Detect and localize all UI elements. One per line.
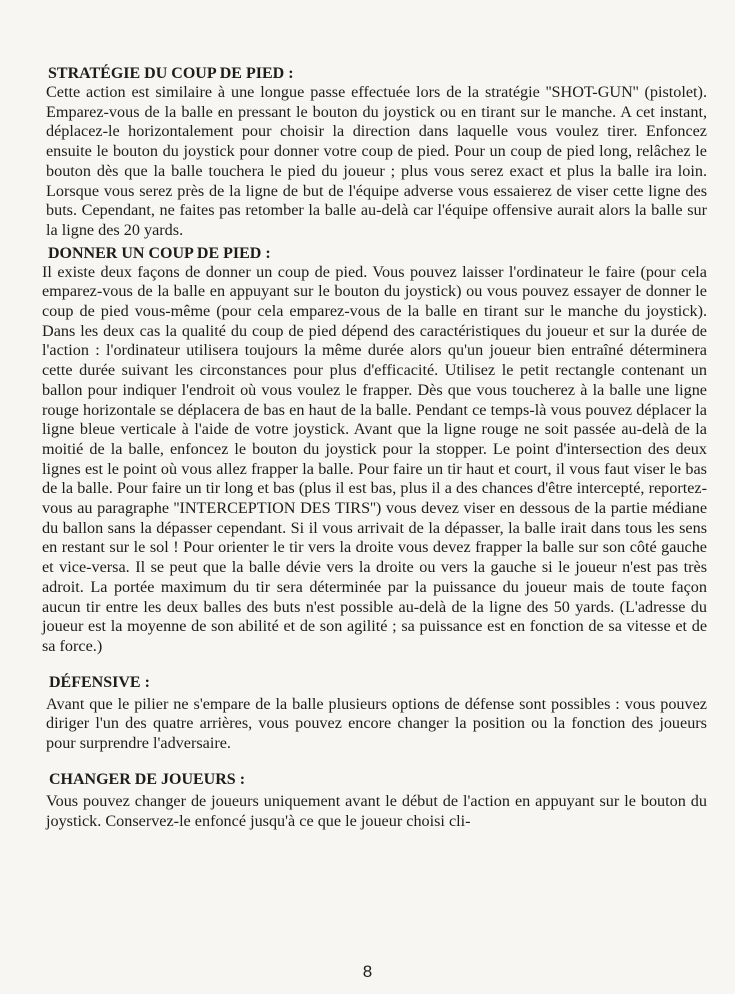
section-donner-coup-de-pied xyxy=(42,244,707,657)
section-paragraph: Avant que le pilier ne s'empare de la balle plusieurs options de défense sont possibles : vous pouvez diriger l'un des quatre arrières, vous pouvez encore changer la position ou la fonction des joueurs pour surprendre l'adversaire. xyxy=(46,694,707,753)
page-number: 8 xyxy=(362,962,373,981)
section-heading: CHANGER DE JOUEURS : xyxy=(49,770,246,788)
section-paragraph: Vous pouvez changer de joueurs uniquement avant le début de l'action en appuyant sur le bouton du joystick. Conservez-le enfoncé jusqu'à ce que le joueur choisi cli- xyxy=(46,791,707,830)
section-heading: STRATÉGIE DU COUP DE PIED : xyxy=(48,65,294,82)
section-heading: DÉFENSIVE : xyxy=(49,673,150,691)
section-changer-de-joueurs xyxy=(46,770,707,831)
section-paragraph: Cette action est similaire à une longue passe effectuée lors de la stratégie ''SHOT-GUN'' (pistolet). Emparez-vous de la balle en pressant le bouton du joystick ou en tirant sur le manche. A cet instant, déplacez-le horizontalement pour choisir la direction dans laquelle vous voulez tirer. Enfoncez ensuite le bouton du joystick pour donner votre coup de pied. Pour un coup de pied long, relâchez le bouton dès que la balle touchera le pied du joueur ; plus vous serez exact et plus la balle ira loin. Lorsque vous serez près de la ligne de but de l'équipe adverse vous essaierez de viser cette ligne des buts. Cependant, ne faites pas retomber la balle au-delà car l'équipe offensive aurait alors la balle sur la ligne des 20 yards. xyxy=(46,83,707,239)
section-paragraph: Il existe deux façons de donner un coup de pied. Vous pouvez laisser l'ordinateur le faire (pour cela emparez-vous de la balle en appuyant sur le bouton du joystick) ou vous pouvez essayer de donner le coup de pied vous-même (pour cela emparez-vous de la balle en tirant sur le manche du joystick). Dans les deux cas la qualité du coup de pied dépend des caractéristiques du joueur et sur la durée de l'action : l'ordinateur utilisera toujours la même durée alors qu'un joueur bien entraîné déterminera cette durée suivant les circonstances pour plus d'efficacité. Utilisez le petit rectangle contenant un ballon pour indiquer l'endroit où vous voulez le frapper. Dès que vous toucherez à la balle une ligne rouge horizontale se déplacera de bas en haut de la balle. Pendant ce temps-là vous pouvez déplacer la ligne bleue verticale à l'aide de votre joystick. Avant que la ligne rouge ne soit passée au-delà de la moitié de la balle, enfoncez le bouton du joystick pour la stopper. Le point d'intersection des deux lignes est le point où vous allez frapper la balle. Pour faire un tir haut et court, il vous faut viser le bas de la balle. Pour faire un tir long et bas (plus il est bas, plus il a des chances d'être intercepté, reportez-vous au paragraphe ''INTERCEPTION DES TIRS'') vous devez viser en dessous de la partie médiane du ballon sans la dépasser cependant. Si il vous arrivait de la dépasser, la balle irait dans tous les sens en restant sur le sol ! Pour orienter le tir vers la droite vous devez frapper la balle sur son côté gauche et vice-versa. Il se peut que la balle dévie vers la droite ou vers la gauche si le joueur n'est pas très adroit. La portée maximum du tir sera déterminée par la puissance du joueur mais de toute façon aucun tir entre les deux balles des buts n'est possible au-delà de la ligne des 50 yards. (L'adresse du joueur est la moyenne de son abilité et de son agilité ; sa puissance est en fonction de sa vitesse et de sa force.) xyxy=(42,262,707,655)
section-defensive xyxy=(46,673,707,754)
section-heading: DONNER UN COUP DE PIED : xyxy=(48,244,271,262)
section-strategie-coup-de-pied xyxy=(46,64,707,241)
